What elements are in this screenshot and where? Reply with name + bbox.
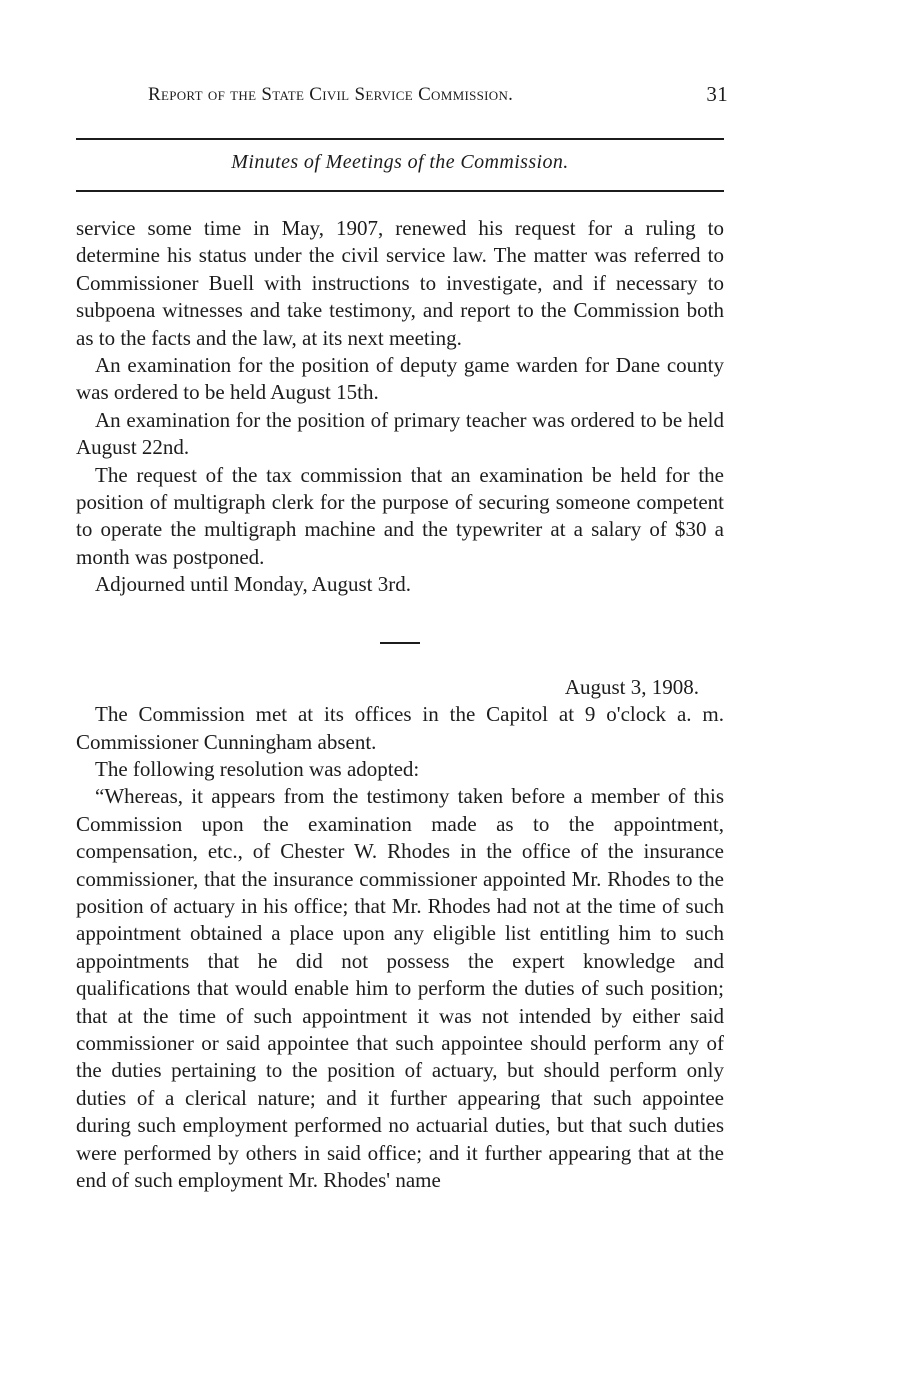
paragraph: Adjourned until Monday, August 3rd.	[95, 572, 411, 597]
header-rule-bottom	[76, 190, 724, 192]
paragraph: The Commission met at its offices in the Capitol at 9 o'clock a. m. Commissioner Cunningham absent.	[76, 702, 724, 754]
paragraph: The following resolution was adopted:	[95, 756, 420, 781]
section-divider	[380, 642, 420, 644]
running-header-title: Report of the State Civil Service Commission.	[148, 84, 514, 105]
paragraph: An examination for the position of deputy game warden for Dane county was ordered to be held August 15th.	[76, 353, 724, 405]
body-text	[76, 215, 724, 1194]
meeting-date: August 3, 1908.	[564, 674, 699, 699]
header-rule-top	[76, 138, 724, 140]
running-header	[148, 84, 728, 114]
paragraph: The request of the tax commission that an examination be held for the position of multigraph clerk for the purpose of securing someone competent to operate the multigraph machine and the typewriter at a salary of $30 a month was postponed.	[76, 462, 724, 569]
page-number: 31	[706, 82, 728, 106]
paragraph-continued: service some time in May, 1907, renewed his request for a ruling to determine his status under the civil service law. The matter was referred to Commissioner Buell with instructions to investigate, and if necessary to subpoena witnesses and take testimony, and report to the Commission both as to the facts and the law, at its next meeting.	[76, 216, 724, 350]
paragraph: An examination for the position of primary teacher was ordered to be held August 22nd.	[76, 407, 724, 460]
resolution-paragraph: “Whereas, it appears from the testimony taken before a member of this Commission upon the examination made as to the appointment, compensation, etc., of Chester W. Rhodes in the office of the insurance commissioner, that the insurance commissioner appointed Mr. Rhodes to the position of actuary in his office; that Mr. Rhodes had not at the time of such appointment obtained a place upon any eligible list entitling him to such appointments that he did not possess the expert knowledge and qualifications that would enable him to perform the duties of such position; that at the time of such appointment it was not intended by either said commissioner or said appointee that such appointee should perform any of the duties pertaining to the position of actuary, but should perform only duties of a clerical nature; and it further appearing that such appointee during such employment performed no actuarial duties, but that such duties were performed by others in said office; and it further appearing that at the end of such employment Mr. Rhodes' name	[76, 784, 724, 1192]
section-subheader: Minutes of Meetings of the Commission.	[231, 151, 569, 173]
